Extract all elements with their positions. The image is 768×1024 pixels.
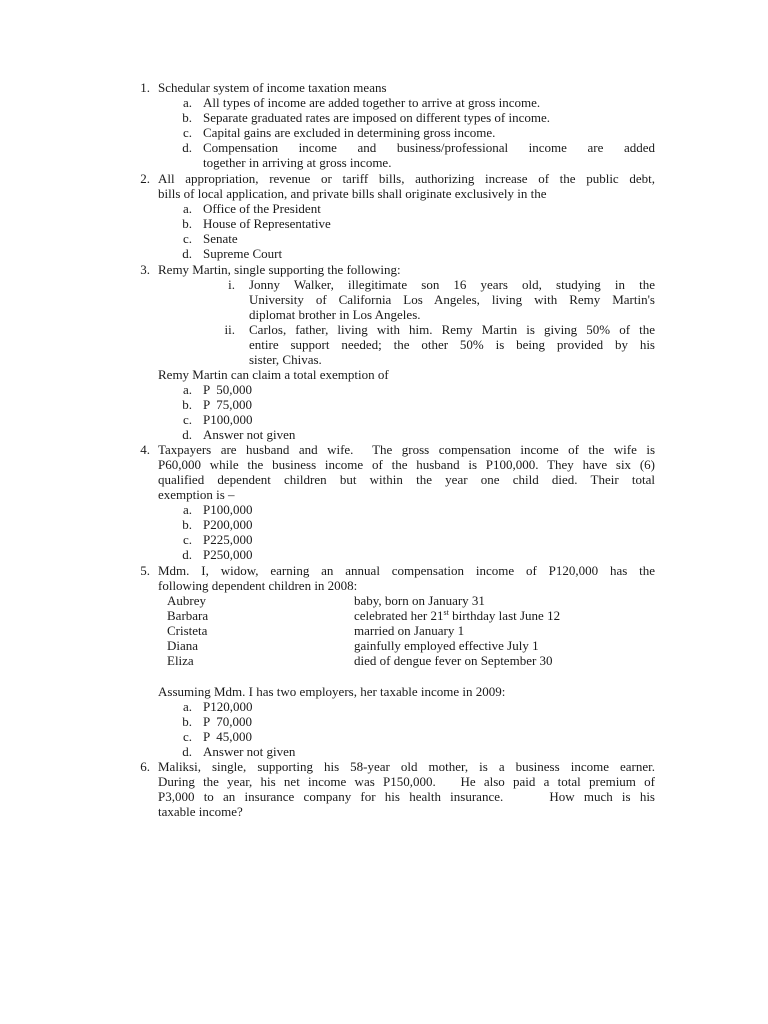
subitem-text-continued: diplomat brother in Los Angeles. xyxy=(249,307,421,322)
question-text-continued: taxable income? xyxy=(158,804,243,819)
subitem-text: Carlos, father, living with him. Remy Martin is giving 50% of the xyxy=(249,322,655,337)
choice-text: Office of the President xyxy=(203,201,321,216)
child-name: Barbara xyxy=(167,608,209,623)
child-detail: gainfully employed effective July 1 xyxy=(354,638,539,653)
question-text-continued: P3,000 to an insurance company for his health insurance. How much is his xyxy=(158,789,655,804)
question-text: All appropriation, revenue or tariff bills, authorizing increase of the public debt, xyxy=(158,171,655,186)
choice-text: P100,000 xyxy=(203,502,253,517)
choice-text: House of Representative xyxy=(203,216,331,231)
question-number: 1. xyxy=(140,80,150,95)
choice-letter: d. xyxy=(182,744,192,759)
choice-text: P 50,000 xyxy=(203,382,252,397)
question-text-continued: exemption is – xyxy=(158,487,235,502)
subitem-text: Jonny Walker, illegitimate son 16 years old, studying in the xyxy=(249,277,655,292)
choice-letter: b. xyxy=(182,397,192,412)
choice-letter: b. xyxy=(182,714,192,729)
child-name: Eliza xyxy=(167,653,194,668)
choice-text: P225,000 xyxy=(203,532,253,547)
subitem-text-continued: sister, Chivas. xyxy=(249,352,322,367)
choice-letter: d. xyxy=(182,246,192,261)
choice-text: All types of income are added together to arrive at gross income. xyxy=(203,95,541,110)
child-name: Cristeta xyxy=(167,623,208,638)
question-prompt: Assuming Mdm. I has two employers, her taxable income in 2009: xyxy=(158,684,506,699)
question-text: Maliksi, single, supporting his 58-year old mother, is a business income earner. xyxy=(158,759,655,774)
choice-text: Answer not given xyxy=(203,744,296,759)
question-number: 5. xyxy=(140,563,150,578)
question-text: Mdm. I, widow, earning an annual compensation income of P120,000 has the xyxy=(158,563,655,578)
choice-text: Supreme Court xyxy=(203,246,283,261)
question-number: 3. xyxy=(140,262,150,277)
question-text: Taxpayers are husband and wife. The gross compensation income of the wife is xyxy=(158,442,655,457)
subitem-text-continued: University of California Los Angeles, living with Remy Martin's xyxy=(249,292,655,307)
child-detail: married on January 1 xyxy=(354,623,465,638)
choice-letter: c. xyxy=(182,412,192,427)
child-detail: baby, born on January 31 xyxy=(354,593,485,608)
child-name: Aubrey xyxy=(167,593,206,608)
choice-letter: b. xyxy=(182,216,192,231)
choice-text: P 45,000 xyxy=(203,729,252,744)
child-detail: celebrated her 21st birthday last June 12 xyxy=(354,608,561,623)
question-text: Schedular system of income taxation means xyxy=(158,80,387,95)
choice-letter: c. xyxy=(182,729,192,744)
choice-text: P120,000 xyxy=(203,699,253,714)
choice-letter: a. xyxy=(182,502,192,517)
choice-text: P 70,000 xyxy=(203,714,252,729)
choice-letter: c. xyxy=(182,125,192,140)
subitem-numeral: i. xyxy=(228,277,235,292)
subitem-text-continued: entire support needed; the other 50% is being provided by his xyxy=(249,337,655,352)
question-prompt: Remy Martin can claim a total exemption of xyxy=(158,367,389,382)
question-text-continued: qualified dependent children but within the year one child died. Their total xyxy=(158,472,655,487)
choice-text: P100,000 xyxy=(203,412,253,427)
choice-text: Answer not given xyxy=(203,427,296,442)
choice-letter: a. xyxy=(182,699,192,714)
question-text-continued: P60,000 while the business income of the husband is P100,000. They have six (6) xyxy=(158,457,655,472)
choice-text-continued: together in arriving at gross income. xyxy=(203,155,392,170)
question-text-continued: following dependent children in 2008: xyxy=(158,578,358,593)
choice-letter: c. xyxy=(182,231,192,246)
child-detail: died of dengue fever on September 30 xyxy=(354,653,553,668)
choice-text: P250,000 xyxy=(203,547,253,562)
question-text: Remy Martin, single supporting the following: xyxy=(158,262,401,277)
choice-letter: a. xyxy=(182,201,192,216)
choice-letter: a. xyxy=(182,95,192,110)
question-text-continued: During the year, his net income was P150,000. He also paid a total premium of xyxy=(158,774,655,789)
choice-letter: d. xyxy=(182,140,192,155)
question-number: 4. xyxy=(140,442,150,457)
question-text-continued: bills of local application, and private bills shall originate exclusively in the xyxy=(158,186,547,201)
choice-text: Compensation income and business/professional income are added xyxy=(203,140,655,155)
choice-text: Senate xyxy=(203,231,238,246)
choice-letter: b. xyxy=(182,110,192,125)
choice-letter: c. xyxy=(182,532,192,547)
question-number: 6. xyxy=(140,759,150,774)
choice-text: Separate graduated rates are imposed on different types of income. xyxy=(203,110,551,125)
choice-text: P 75,000 xyxy=(203,397,252,412)
choice-letter: a. xyxy=(182,382,192,397)
choice-text: P200,000 xyxy=(203,517,253,532)
choice-text: Capital gains are excluded in determining gross income. xyxy=(203,125,496,140)
ordinal-suffix: st xyxy=(443,608,449,617)
choice-letter: d. xyxy=(182,427,192,442)
subitem-numeral: ii. xyxy=(224,322,235,337)
question-number: 2. xyxy=(140,171,150,186)
choice-letter: b. xyxy=(182,517,192,532)
choice-letter: d. xyxy=(182,547,192,562)
child-name: Diana xyxy=(167,638,199,653)
